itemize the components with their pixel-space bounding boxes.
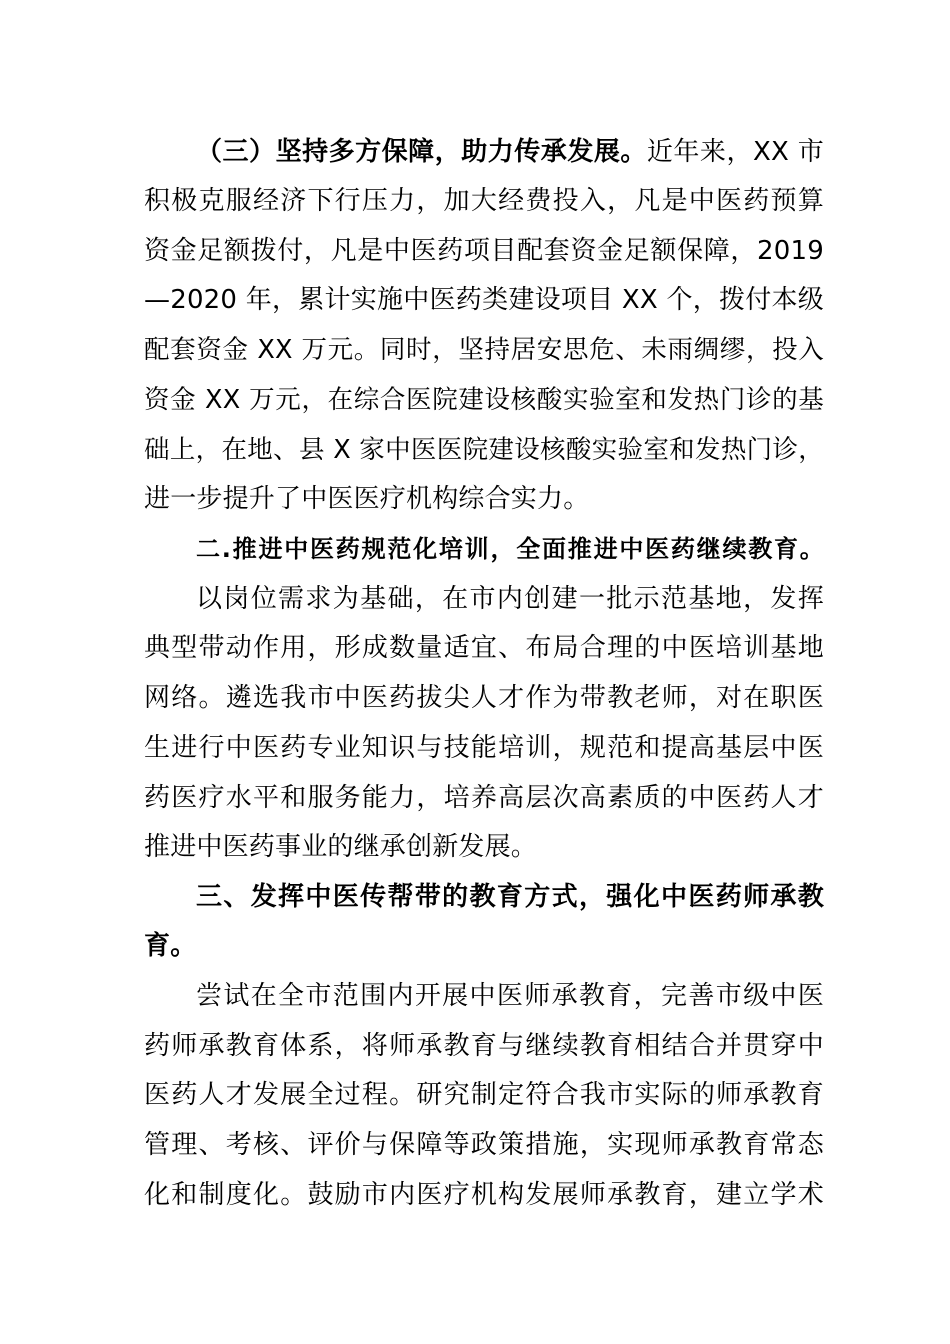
section3-first-line: [196, 132, 824, 172]
heading-3-cont: 育。: [144, 931, 197, 961]
section3-lead: （三）坚持多方保障，助力传承发展。: [196, 137, 647, 167]
para3-line: 医药人才发展全过程。研究制定符合我市实际的师承教育: [144, 1080, 824, 1110]
para2-line: 推进中医药事业的继承创新发展。: [144, 832, 538, 862]
section3-line: 配套资金 XX 万元。同时，坚持居安思危、未雨绸缪，投入: [144, 335, 824, 365]
section3-line: 资金足额拨付，凡是中医药项目配套资金足额保障，2019: [144, 236, 824, 266]
section3-line: —2020 年，累计实施中医药类建设项目 XX 个，拨付本级: [144, 285, 824, 315]
para2-line: 网络。遴选我市中医药拔尖人才作为带教老师，对在职医: [144, 683, 824, 713]
para3-line: 管理、考核、评价与保障等政策措施，实现师承教育常态: [144, 1130, 824, 1160]
section3-line: 资金 XX 万元，在综合医院建设核酸实验室和发热门诊的基: [144, 385, 824, 415]
heading-3: 三、发挥中医传帮带的教育方式，强化中医药师承教: [196, 882, 824, 912]
para3-line: 化和制度化。鼓励市内医疗机构发展师承教育，建立学术: [144, 1180, 824, 1210]
para2-line: 生进行中医药专业知识与技能培训，规范和提高基层中医: [144, 733, 824, 763]
heading-2: 二.推进中医药规范化培训，全面推进中医药继续教育。: [196, 535, 824, 563]
section3-first-line-rest: 近年来，XX 市: [646, 137, 824, 167]
para2-line: 典型带动作用，形成数量适宜、布局合理的中医培训基地: [144, 633, 824, 663]
para3-line: 尝试在全市范围内开展中医师承教育，完善市级中医: [196, 981, 824, 1011]
section3-line: 础上，在地、县 X 家中医医院建设核酸实验室和发热门诊，: [144, 435, 824, 465]
para2-line: 药医疗水平和服务能力，培养高层次高素质的中医药人才: [144, 783, 824, 813]
para2-line: 以岗位需求为基础，在市内创建一批示范基地，发挥: [196, 584, 824, 614]
section3-line: 进一步提升了中医医疗机构综合实力。: [144, 484, 590, 514]
para3-line: 药师承教育体系，将师承教育与继续教育相结合并贯穿中: [144, 1031, 824, 1061]
section3-line: 积极克服经济下行压力，加大经费投入，凡是中医药预算: [144, 186, 824, 216]
